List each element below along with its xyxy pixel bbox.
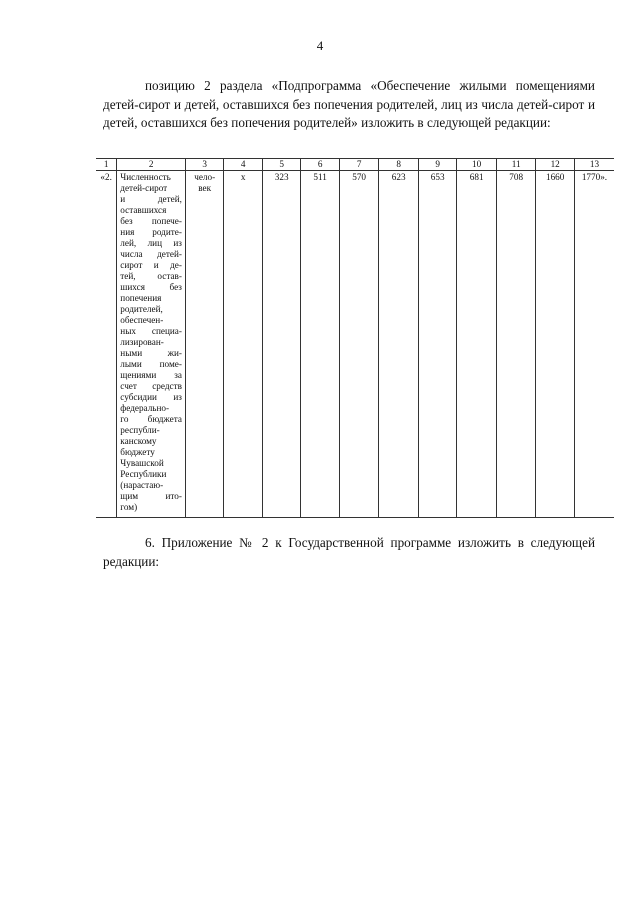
description-line: ных специа-: [120, 326, 182, 336]
description-line: счет средств: [120, 381, 182, 391]
header-cell: 2: [117, 159, 186, 171]
description-line: лей, лиц из: [120, 238, 182, 248]
value-cell: 623: [379, 171, 419, 518]
description-line: республи-: [120, 425, 160, 435]
description-line: Республики: [120, 469, 167, 479]
header-cell: 13: [574, 159, 614, 171]
header-cell: 3: [185, 159, 223, 171]
indicator-table: [96, 158, 614, 518]
description-line: Численность: [120, 172, 171, 182]
outro-paragraph: [103, 534, 595, 571]
col4-cell: х: [224, 171, 262, 518]
description-line: лыми поме-: [120, 359, 182, 369]
value-cell: 681: [457, 171, 497, 518]
header-cell: 7: [339, 159, 379, 171]
table-header-row: [96, 159, 614, 171]
value-cell: 1660: [536, 171, 574, 518]
indicator-description-cell: [117, 171, 186, 518]
description-line: попечения: [120, 293, 162, 303]
unit-line: век: [198, 183, 212, 193]
header-cell: 6: [301, 159, 339, 171]
description-line: ния родите-: [120, 227, 182, 237]
row-number-cell: «2.: [96, 171, 117, 518]
description-line: субсидии из: [120, 392, 182, 402]
description-line: оставшихся: [120, 205, 167, 215]
header-cell: 10: [457, 159, 497, 171]
outro-text: 6. Приложение № 2 к Государственной программе изложить в следующей редакции:: [103, 535, 595, 569]
header-cell: 11: [496, 159, 536, 171]
description-line: шихся без: [120, 282, 182, 292]
description-line: щениями за: [120, 370, 182, 380]
description-line: сирот и де-: [120, 260, 182, 270]
description-line: без попече-: [120, 216, 182, 226]
header-cell: 9: [418, 159, 456, 171]
value-cell: 708: [496, 171, 536, 518]
description-line: щим ито-: [120, 491, 182, 501]
value-cell: 511: [301, 171, 339, 518]
description-line: детей-сирот: [120, 183, 168, 193]
description-line: (нарастаю-: [120, 480, 164, 490]
description-line: лизирован-: [120, 337, 164, 347]
header-cell: 5: [262, 159, 300, 171]
value-cell: 1770».: [574, 171, 614, 518]
description-line: ными жи-: [120, 348, 182, 358]
header-cell: 1: [96, 159, 117, 171]
header-cell: 12: [536, 159, 574, 171]
header-cell: 8: [379, 159, 419, 171]
description-line: родителей,: [120, 304, 163, 314]
value-cell: 323: [262, 171, 300, 518]
unit-line: чело-: [194, 172, 216, 182]
description-line: числа детей-: [120, 249, 182, 259]
description-line: федерально-: [120, 403, 170, 413]
table-row: [96, 171, 614, 518]
value-cell: 653: [418, 171, 456, 518]
description-line: канскому: [120, 436, 157, 446]
description-line: бюджету: [120, 447, 155, 457]
intro-paragraph: [103, 77, 595, 133]
intro-text: позицию 2 раздела «Подпрограмма «Обеспечение жилыми помещениями детей-сирот и детей, оставшихся без попечения родителей, лиц из числа детей-сирот и детей, оставшихся без попечения родителей» изложить в следующей редакции:: [103, 78, 595, 130]
description-line: го бюджета: [120, 414, 182, 424]
description-line: и детей,: [120, 194, 182, 204]
unit-cell: [185, 171, 223, 518]
description-line: тей, остав-: [120, 271, 182, 281]
description-line: гом): [120, 502, 138, 512]
description-line: Чувашской: [120, 458, 164, 468]
page-number: 4: [316, 38, 324, 53]
value-cell: 570: [339, 171, 379, 518]
header-cell: 4: [224, 159, 262, 171]
description-line: обеспечен-: [120, 315, 164, 325]
